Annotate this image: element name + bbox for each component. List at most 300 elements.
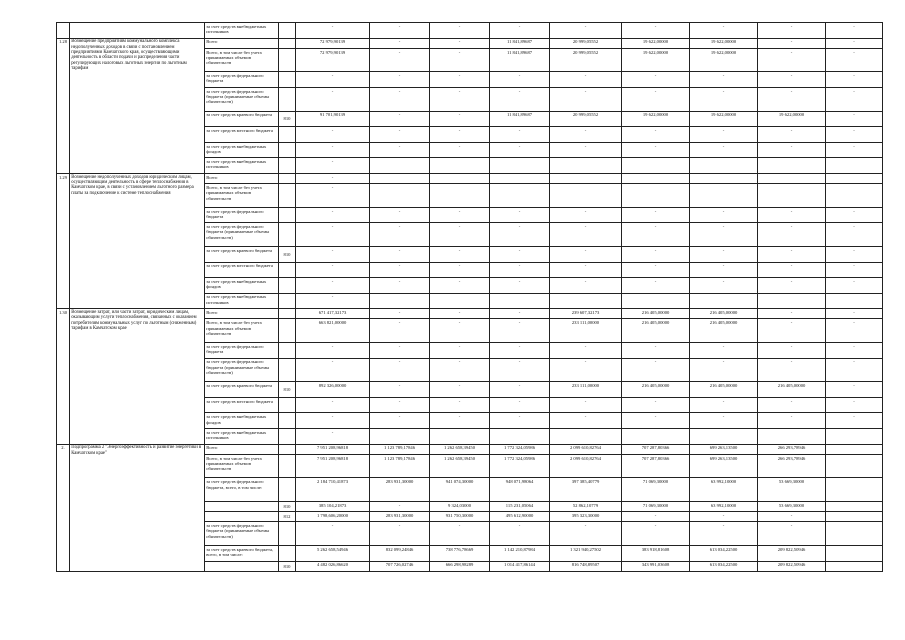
- value-cell: 216 405,00000: [758, 382, 826, 398]
- budget-code: [279, 444, 296, 454]
- value-cell: -: [296, 223, 370, 247]
- value-cell: [490, 173, 550, 183]
- value-cell: 216 405,00000: [690, 382, 758, 398]
- value-cell: -: [490, 223, 550, 247]
- value-cell: 233 111,00000: [550, 382, 622, 398]
- value-cell: -: [550, 207, 622, 223]
- value-cell: -: [430, 23, 490, 39]
- value-cell: -: [370, 127, 430, 143]
- value-cell: -: [550, 142, 622, 158]
- value-cell: [622, 429, 690, 445]
- value-cell: -: [430, 397, 490, 413]
- value-cell: 383 918,81608: [622, 545, 690, 561]
- value-cell: 20 999,05552: [550, 48, 622, 72]
- value-cell: 707 287,80366: [622, 444, 690, 454]
- value-cell: 91 701,90139: [296, 111, 370, 127]
- value-cell: -: [490, 278, 550, 294]
- value-cell: 738 776,78669: [430, 545, 490, 561]
- funding-source: за счет средств федерального бюджета, всего, в том числе:: [205, 478, 279, 502]
- value-cell: -: [826, 246, 883, 262]
- value-cell: -: [826, 48, 883, 72]
- value-cell: -: [826, 319, 883, 343]
- value-cell: -: [690, 343, 758, 359]
- funding-source: Всего, в том числе без учета принимаемых объемов обязательств: [205, 319, 279, 343]
- budget-code: 810: [279, 111, 296, 127]
- value-cell: -: [370, 87, 430, 111]
- value-cell: -: [758, 397, 826, 413]
- value-cell: -: [490, 522, 550, 546]
- value-cell: -: [622, 397, 690, 413]
- funding-source: за счет средств федерального бюджета: [205, 72, 279, 88]
- value-cell: -: [826, 127, 883, 143]
- value-cell: -: [758, 278, 826, 294]
- value-cell: [430, 293, 490, 309]
- value-cell: [550, 184, 622, 208]
- value-cell: [430, 184, 490, 208]
- value-cell: -: [622, 246, 690, 262]
- value-cell: -: [296, 293, 370, 309]
- funding-source: Всего: [205, 444, 279, 454]
- value-cell: -: [370, 358, 430, 382]
- value-cell: -: [430, 87, 490, 111]
- budget-code: [279, 38, 296, 48]
- value-cell: -: [296, 397, 370, 413]
- value-cell: [490, 293, 550, 309]
- value-cell: 233 111,00000: [550, 319, 622, 343]
- value-cell: -: [490, 23, 550, 39]
- value-cell: -: [826, 343, 883, 359]
- value-cell: 832 099,24846: [370, 545, 430, 561]
- value-cell: -: [550, 23, 622, 39]
- value-cell: -: [370, 309, 430, 319]
- value-cell: -: [758, 358, 826, 382]
- value-cell: -: [690, 522, 758, 546]
- value-cell: -: [430, 111, 490, 127]
- value-cell: -: [550, 246, 622, 262]
- value-cell: -: [490, 262, 550, 278]
- value-cell: -: [826, 87, 883, 111]
- value-cell: 1 142 210,87984: [490, 545, 550, 561]
- value-cell: -: [690, 223, 758, 247]
- value-cell: 666 298,98289: [430, 561, 490, 571]
- value-cell: 209 822,50946: [758, 561, 826, 571]
- value-cell: -: [490, 382, 550, 398]
- value-cell: -: [690, 142, 758, 158]
- funding-source: за счет средств внебюджетных источников: [205, 429, 279, 445]
- value-cell: -: [370, 207, 430, 223]
- budget-code: [279, 87, 296, 111]
- value-cell: -: [370, 38, 430, 48]
- budget-code: [279, 397, 296, 413]
- value-cell: -: [622, 343, 690, 359]
- funding-source: за счет средств федерального бюджета: [205, 207, 279, 223]
- budget-code: [279, 309, 296, 319]
- value-cell: 216 405,00000: [690, 309, 758, 319]
- value-cell: -: [370, 278, 430, 294]
- value-cell: -: [826, 72, 883, 88]
- value-cell: 707 287,80366: [622, 454, 690, 478]
- value-cell: -: [622, 512, 690, 522]
- budget-code: [279, 545, 296, 561]
- value-cell: 707 726,02746: [370, 561, 430, 571]
- funding-source: за счет средств внебюджетных источников: [205, 158, 279, 174]
- table-row: [57, 23, 883, 39]
- budget-code: [279, 454, 296, 478]
- value-cell: -: [550, 522, 622, 546]
- value-cell: 216 405,00000: [622, 309, 690, 319]
- value-cell: -: [550, 413, 622, 429]
- value-cell: -: [430, 319, 490, 343]
- value-cell: 1 798,606,20000: [296, 512, 370, 522]
- value-cell: -: [758, 309, 826, 319]
- value-cell: -: [370, 413, 430, 429]
- value-cell: -: [758, 319, 826, 343]
- budget-code: [279, 23, 296, 39]
- value-cell: 343 991,03608: [622, 561, 690, 571]
- value-cell: -: [622, 207, 690, 223]
- table-row: [57, 173, 883, 183]
- funding-source: за счет средств федерального бюджета (принимаемые объемы обязательств): [205, 358, 279, 382]
- row-number: [57, 23, 70, 39]
- value-cell: 216 405,00000: [622, 382, 690, 398]
- value-cell: -: [622, 278, 690, 294]
- value-cell: [370, 184, 430, 208]
- value-cell: -: [758, 413, 826, 429]
- funding-source: Всего, в том числе без учета принимаемых объемов обязательств: [205, 184, 279, 208]
- value-cell: -: [490, 413, 550, 429]
- value-cell: [826, 512, 883, 522]
- value-cell: -: [758, 23, 826, 39]
- value-cell: -: [690, 413, 758, 429]
- value-cell: -: [296, 278, 370, 294]
- value-cell: 53 669,30000: [758, 478, 826, 502]
- value-cell: -: [490, 397, 550, 413]
- budget-code: [279, 343, 296, 359]
- funding-source: за счет средств внебюджетных фондов: [205, 278, 279, 294]
- measure-name: Возмещение затрат, или части затрат, юридическим лицам, оказывающим услуги теплоснабжения, связанных с оказанием потребителям коммунальных услуг по льготным (сниженным) тарифам в Камчатском крае: [70, 309, 205, 444]
- value-cell: 115 231,05064: [490, 502, 550, 512]
- value-cell: -: [490, 72, 550, 88]
- funding-source: Всего: [205, 309, 279, 319]
- value-cell: 71 069,30000: [622, 502, 690, 512]
- funding-source: за счет средств федерального бюджета: [205, 343, 279, 359]
- value-cell: -: [826, 309, 883, 319]
- budget-code: [279, 358, 296, 382]
- value-cell: -: [430, 127, 490, 143]
- value-cell: 72 979,90139: [296, 38, 370, 48]
- value-cell: [550, 293, 622, 309]
- funding-source: [205, 502, 279, 512]
- value-cell: -: [690, 246, 758, 262]
- value-cell: -: [296, 23, 370, 39]
- row-number: 1.30: [57, 309, 70, 444]
- value-cell: -: [370, 223, 430, 247]
- value-cell: 948 071,98064: [490, 478, 550, 502]
- funding-source: за счет средств краевого бюджета: [205, 382, 279, 398]
- table-body: [57, 23, 883, 572]
- value-cell: -: [690, 87, 758, 111]
- value-cell: 283 931,30000: [370, 512, 430, 522]
- value-cell: -: [430, 382, 490, 398]
- value-cell: -: [550, 278, 622, 294]
- value-cell: [430, 158, 490, 174]
- value-cell: -: [622, 72, 690, 88]
- value-cell: -: [550, 397, 622, 413]
- value-cell: [550, 158, 622, 174]
- value-cell: -: [758, 522, 826, 546]
- value-cell: -: [758, 223, 826, 247]
- value-cell: 216 405,00000: [690, 319, 758, 343]
- value-cell: 216 405,00000: [622, 319, 690, 343]
- value-cell: -: [490, 207, 550, 223]
- value-cell: [826, 429, 883, 445]
- value-cell: -: [758, 207, 826, 223]
- funding-source: за счет средств местного бюджета: [205, 397, 279, 413]
- budget-code: [279, 72, 296, 88]
- value-cell: [550, 429, 622, 445]
- value-cell: -: [550, 343, 622, 359]
- value-cell: -: [826, 262, 883, 278]
- value-cell: -: [430, 262, 490, 278]
- value-cell: [490, 184, 550, 208]
- value-cell: -: [430, 207, 490, 223]
- value-cell: -: [690, 23, 758, 39]
- funding-source: за счет средств федерального бюджета (принимаемые объемы обязательств): [205, 87, 279, 111]
- budget-code: [279, 278, 296, 294]
- value-cell: 1 123 789,17846: [370, 454, 430, 478]
- value-cell: 11 841,89687: [490, 111, 550, 127]
- budget-table: [56, 22, 883, 572]
- value-cell: -: [826, 142, 883, 158]
- value-cell: [826, 478, 883, 502]
- value-cell: -: [758, 246, 826, 262]
- value-cell: [490, 158, 550, 174]
- value-cell: -: [430, 343, 490, 359]
- value-cell: 2 184 710,41873: [296, 478, 370, 502]
- value-cell: 11 841,89687: [490, 48, 550, 72]
- value-cell: 2 099 610,82764: [550, 444, 622, 454]
- funding-source: за счет средств внебюджетных источников: [205, 293, 279, 309]
- value-cell: -: [622, 522, 690, 546]
- value-cell: 385 104,21873: [296, 502, 370, 512]
- value-cell: -: [370, 397, 430, 413]
- value-cell: -: [296, 184, 370, 208]
- value-cell: -: [690, 207, 758, 223]
- value-cell: -: [490, 246, 550, 262]
- value-cell: [690, 429, 758, 445]
- value-cell: -: [296, 142, 370, 158]
- value-cell: 63 992,10000: [690, 478, 758, 502]
- funding-source: за счет средств местного бюджета: [205, 262, 279, 278]
- value-cell: -: [490, 127, 550, 143]
- value-cell: [758, 158, 826, 174]
- value-cell: -: [758, 127, 826, 143]
- value-cell: [430, 429, 490, 445]
- budget-code: [279, 319, 296, 343]
- value-cell: [690, 184, 758, 208]
- value-cell: 19 622,00000: [622, 48, 690, 72]
- value-cell: [826, 184, 883, 208]
- row-number: 1.29: [57, 173, 70, 308]
- value-cell: -: [296, 72, 370, 88]
- value-cell: 1 262 658,39450: [430, 454, 490, 478]
- value-cell: -: [622, 262, 690, 278]
- value-cell: -: [826, 111, 883, 127]
- value-cell: 1 123 789,17846: [370, 444, 430, 454]
- funding-source: за счет средств краевого бюджета, всего, в том числе:: [205, 545, 279, 561]
- value-cell: -: [296, 262, 370, 278]
- value-cell: 239 607,32173: [550, 309, 622, 319]
- budget-code: 810: [279, 382, 296, 398]
- value-cell: 63 992,10000: [690, 502, 758, 512]
- value-cell: [826, 454, 883, 478]
- value-cell: -: [550, 358, 622, 382]
- value-cell: 495 612,90000: [490, 512, 550, 522]
- value-cell: -: [370, 522, 430, 546]
- value-cell: -: [370, 142, 430, 158]
- value-cell: 663 821,00000: [296, 319, 370, 343]
- value-cell: 816 748,89507: [550, 561, 622, 571]
- budget-code: [279, 478, 296, 502]
- value-cell: [690, 173, 758, 183]
- value-cell: -: [430, 278, 490, 294]
- value-cell: [826, 545, 883, 561]
- value-cell: -: [826, 223, 883, 247]
- funding-source: за счет средств внебюджетных источников: [205, 23, 279, 39]
- budget-code: 810: [279, 561, 296, 571]
- value-cell: -: [826, 413, 883, 429]
- value-cell: -: [296, 173, 370, 183]
- funding-source: Всего: [205, 38, 279, 48]
- value-cell: -: [758, 343, 826, 359]
- value-cell: 5 262 658,54946: [296, 545, 370, 561]
- value-cell: -: [826, 397, 883, 413]
- value-cell: -: [370, 319, 430, 343]
- value-cell: [430, 173, 490, 183]
- value-cell: [490, 429, 550, 445]
- value-cell: [826, 522, 883, 546]
- value-cell: 266 293,78946: [758, 454, 826, 478]
- value-cell: 931 750,30000: [430, 512, 490, 522]
- value-cell: [826, 173, 883, 183]
- funding-source: Всего, в том числе без учета принимаемых объемов обязательств: [205, 454, 279, 478]
- budget-code: [279, 262, 296, 278]
- value-cell: -: [490, 309, 550, 319]
- value-cell: -: [490, 87, 550, 111]
- value-cell: -: [296, 158, 370, 174]
- value-cell: -: [370, 72, 430, 88]
- value-cell: -: [758, 38, 826, 48]
- value-cell: -: [622, 413, 690, 429]
- budget-code: 810: [279, 246, 296, 262]
- value-cell: [370, 293, 430, 309]
- value-cell: -: [370, 111, 430, 127]
- value-cell: 19 622,00000: [622, 38, 690, 48]
- value-cell: 72 979,90139: [296, 48, 370, 72]
- funding-source: Всего: [205, 173, 279, 183]
- value-cell: 699 263,13500: [690, 444, 758, 454]
- value-cell: -: [296, 246, 370, 262]
- value-cell: 395 323,30000: [550, 512, 622, 522]
- measure-name: [70, 23, 205, 39]
- value-cell: 1 772 324,05986: [490, 444, 550, 454]
- value-cell: -: [370, 23, 430, 39]
- value-cell: -: [430, 142, 490, 158]
- funding-source: за счет средств федерального бюджета (принимаемые объемы обязательств): [205, 522, 279, 546]
- value-cell: 11 841,89687: [490, 38, 550, 48]
- value-cell: -: [550, 87, 622, 111]
- row-number: 2.: [57, 444, 70, 571]
- table-row: [57, 38, 883, 48]
- value-cell: 4 482 026,86620: [296, 561, 370, 571]
- measure-name: Возмещение недополученных доходов юридическим лицам, осуществляющим деятельность в сфере теплоснабжения в Камчатском крае, в связи с установлением льготного размера платы за подключение к системе теплоснабжения: [70, 173, 205, 308]
- value-cell: -: [622, 23, 690, 39]
- budget-code: [279, 184, 296, 208]
- value-cell: 19 622,00000: [690, 38, 758, 48]
- value-cell: -: [550, 223, 622, 247]
- value-cell: [690, 293, 758, 309]
- value-cell: 671 417,32173: [296, 309, 370, 319]
- funding-source: за счет средств местного бюджета: [205, 127, 279, 143]
- value-cell: [758, 173, 826, 183]
- value-cell: -: [690, 127, 758, 143]
- measure-name: Возмещение предприятиям коммунального комплекса недополученных доходов в связи с постановлением предприятиями Камчатского края, осуществляющими деятельность в области подачи и распределения части регулирующих налоговых льготных энергии по льготным тарифам: [70, 38, 205, 173]
- funding-source: Всего, в том числе без учета принимаемых объемов обязательств: [205, 48, 279, 72]
- measure-name: Подпрограмма 2 "Энергоэффективность и развитие энергетики в Камчатском крае": [70, 444, 205, 571]
- value-cell: -: [826, 382, 883, 398]
- value-cell: -: [690, 512, 758, 522]
- budget-code: [279, 223, 296, 247]
- budget-code: [279, 207, 296, 223]
- value-cell: -: [826, 38, 883, 48]
- value-cell: 397 385,40779: [550, 478, 622, 502]
- value-cell: 19 622,00000: [622, 111, 690, 127]
- value-cell: 1 321 940,27502: [550, 545, 622, 561]
- budget-code: [279, 127, 296, 143]
- value-cell: -: [622, 223, 690, 247]
- value-cell: -: [430, 246, 490, 262]
- value-cell: -: [296, 413, 370, 429]
- value-cell: -: [370, 262, 430, 278]
- value-cell: -: [550, 262, 622, 278]
- funding-source: за счет средств внебюджетных фондов: [205, 142, 279, 158]
- value-cell: [826, 444, 883, 454]
- value-cell: -: [490, 358, 550, 382]
- funding-source: за счет средств внебюджетных фондов: [205, 413, 279, 429]
- value-cell: -: [622, 87, 690, 111]
- value-cell: -: [490, 319, 550, 343]
- value-cell: -: [550, 72, 622, 88]
- value-cell: 53 669,30000: [758, 502, 826, 512]
- value-cell: -: [430, 72, 490, 88]
- budget-code: [279, 293, 296, 309]
- value-cell: 2 099 610,82764: [550, 454, 622, 478]
- value-cell: -: [370, 246, 430, 262]
- value-cell: [758, 429, 826, 445]
- budget-code: [279, 429, 296, 445]
- funding-source: [205, 561, 279, 571]
- funding-source: за счет средств федерального бюджета (принимаемые объемы обязательств): [205, 223, 279, 247]
- value-cell: 19 622,00000: [690, 111, 758, 127]
- value-cell: -: [370, 502, 430, 512]
- value-cell: [622, 158, 690, 174]
- value-cell: [370, 158, 430, 174]
- value-cell: 19 622,00000: [690, 48, 758, 72]
- value-cell: [370, 173, 430, 183]
- value-cell: -: [370, 382, 430, 398]
- value-cell: 1 772 324,05986: [490, 454, 550, 478]
- funding-source: [205, 512, 279, 522]
